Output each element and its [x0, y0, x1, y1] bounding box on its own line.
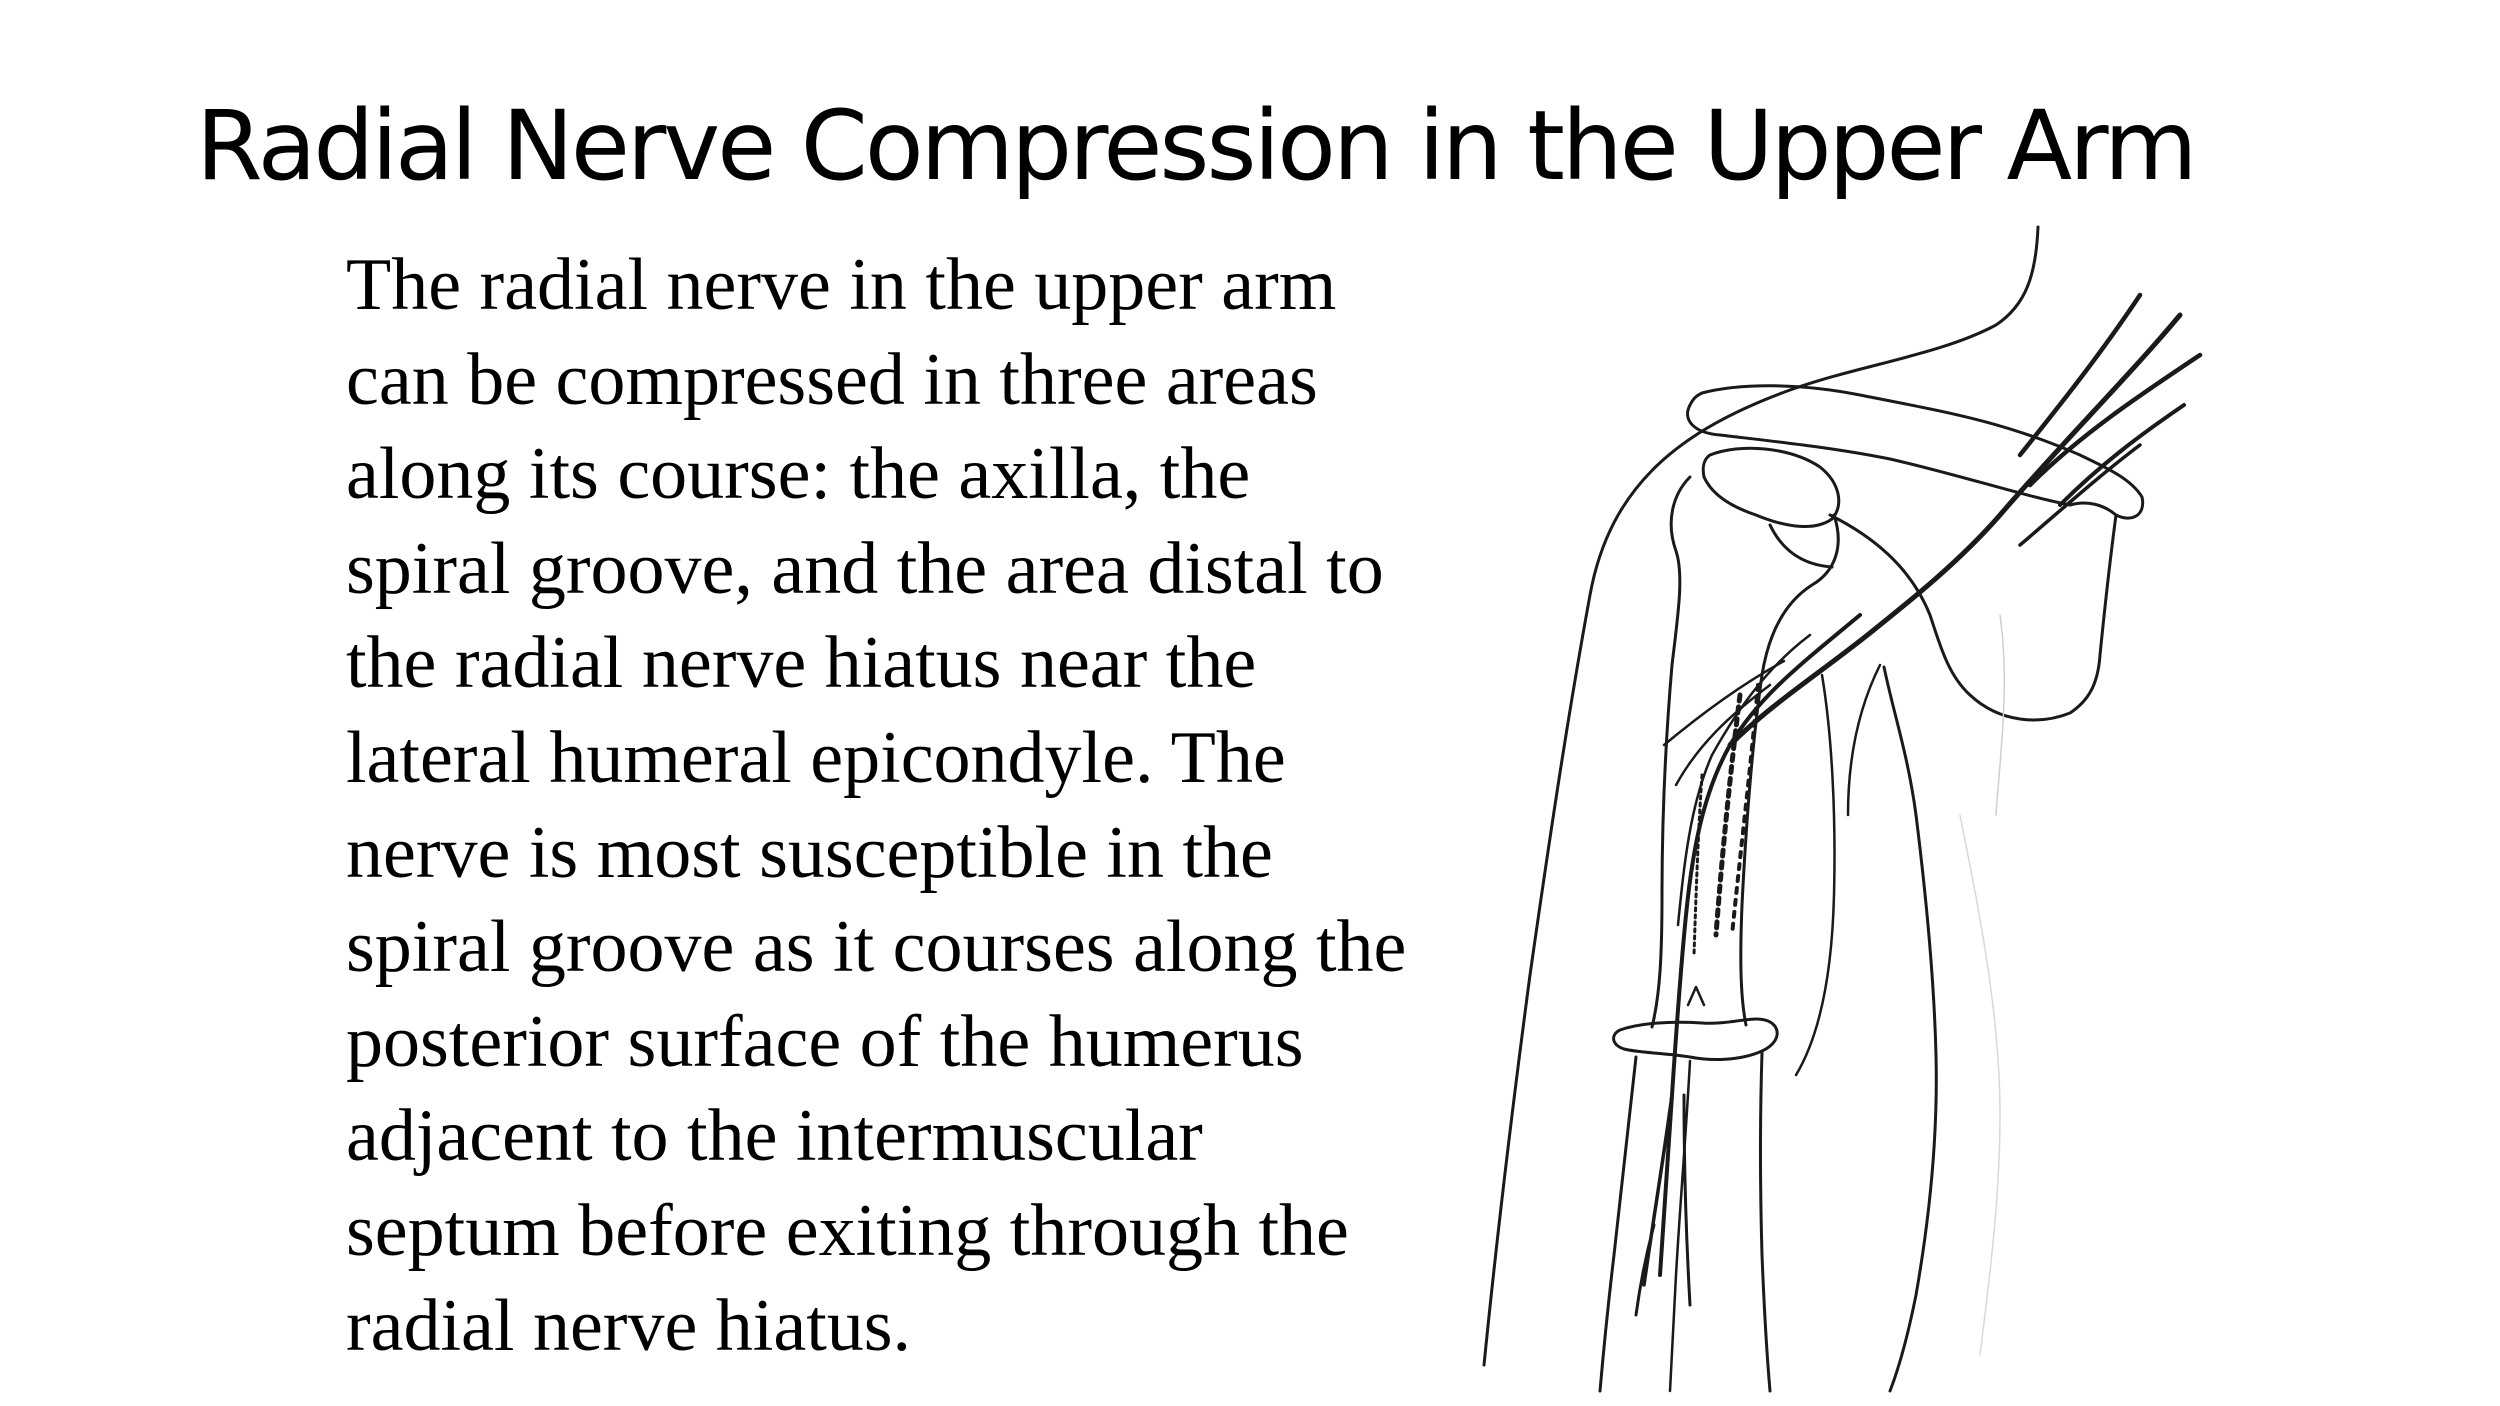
pale-contour-2	[1960, 815, 2000, 1355]
olecranon-mark	[1688, 987, 1704, 1005]
humerus-outline-right	[1741, 515, 1838, 1025]
body-line: can be compressed in three areas	[346, 338, 1318, 421]
acromion	[1703, 448, 1839, 526]
forearm-nerve-3	[1636, 1225, 1654, 1315]
body-line: lateral humeral epicondyle. The	[346, 716, 1286, 799]
arm-outline-right	[1884, 667, 1936, 1391]
triceps-contour	[1796, 675, 1835, 1075]
forearm-outline-right	[1761, 1053, 1771, 1391]
body-line: spiral groove as it courses along the	[346, 906, 1407, 989]
body-line: the radial nerve hiatus near the	[346, 622, 1257, 705]
body-line: spiral groove, and the area distal to	[346, 527, 1384, 610]
body-line: along its course: the axilla, the	[346, 433, 1251, 516]
body-line: radial nerve hiatus.	[346, 1284, 912, 1367]
inner-arm-contour	[1848, 665, 1880, 815]
body-line: The radial nerve in the upper arm	[346, 244, 1337, 326]
body-text	[346, 238, 1496, 1373]
elbow-epicondyle	[1614, 1019, 1778, 1059]
forearm-nerve-1	[1644, 1095, 1672, 1285]
body-line: adjacent to the intermuscular	[346, 1095, 1203, 1178]
radial-nerve-trunk	[1730, 315, 2180, 745]
arm-anatomy-figure	[1440, 215, 2220, 1395]
slide-title: Radial Nerve Compression in the Upper Arm	[196, 90, 2195, 202]
arm-anatomy-illustration	[1440, 215, 2220, 1395]
radial-nerve-branch-2	[2020, 295, 2140, 455]
body-line: septum before exiting through the	[346, 1189, 1349, 1272]
body-line: nerve is most susceptible in the	[346, 811, 1273, 894]
glenoid-curve	[1770, 525, 1832, 567]
forearm-outline-left	[1600, 1057, 1636, 1391]
radial-nerve-branch-4	[2020, 445, 2140, 545]
body-line: posterior surface of the humerus	[346, 1000, 1304, 1083]
